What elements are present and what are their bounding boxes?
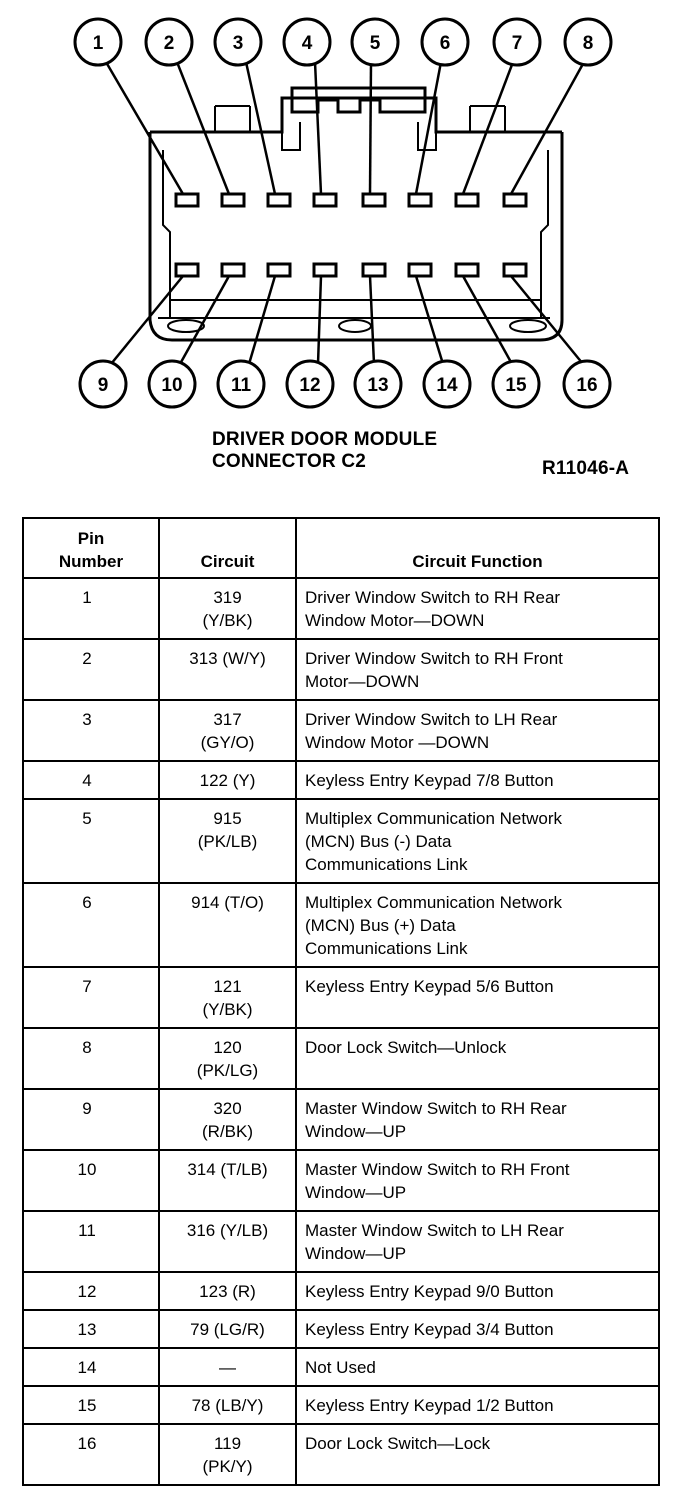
pin-callout-number: 4: [301, 33, 313, 54]
table-row: [23, 1211, 659, 1272]
pin-table: [22, 517, 660, 1486]
leader-line-5: [370, 62, 371, 194]
circuit-function-cell: Door Lock Switch—Lock: [296, 1424, 659, 1485]
table-row: [23, 1089, 659, 1150]
pin-callout-number: 8: [582, 33, 594, 54]
pin-number-cell: 3: [23, 700, 159, 761]
top-pin-4: [314, 194, 336, 206]
table-row: [23, 1424, 659, 1485]
leader-line-13: [370, 276, 374, 364]
pin-number-cell: 6: [23, 883, 159, 967]
top-pin-3: [268, 194, 290, 206]
pin-number-cell: 5: [23, 799, 159, 883]
leader-line-11: [249, 276, 275, 364]
circuit-function-header: Circuit Function: [296, 518, 659, 578]
leader-line-12: [318, 276, 321, 364]
diagram-caption: DRIVER DOOR MODULE CONNECTOR C2: [212, 429, 438, 472]
circuit-function-cell: Multiplex Communication Network (MCN) Bus (-) Data Communications Link: [296, 799, 659, 883]
bottom-pin-10: [222, 264, 244, 276]
circuit-function-cell: Driver Window Switch to RH Rear Window Motor—DOWN: [296, 578, 659, 639]
pin-number-cell: 14: [23, 1348, 159, 1386]
table-row: [23, 700, 659, 761]
table-header-row: [23, 518, 659, 578]
bottom-pin-11: [268, 264, 290, 276]
table-row: [23, 1310, 659, 1348]
leader-line-2: [177, 62, 229, 194]
pin-number-cell: 12: [23, 1272, 159, 1310]
table-row: [23, 639, 659, 700]
pin-callout-number: 2: [163, 33, 175, 54]
circuit-function-cell: Keyless Entry Keypad 1/2 Button: [296, 1386, 659, 1424]
connector-pins: [176, 194, 526, 276]
circuit-cell: 320 (R/BK): [159, 1089, 296, 1150]
table-row: [23, 1272, 659, 1310]
circuit-cell: 121 (Y/BK): [159, 967, 296, 1028]
pin-callout-number: 5: [369, 33, 381, 54]
table-row: [23, 761, 659, 799]
circuit-cell: 317 (GY/O): [159, 700, 296, 761]
circuit-function-cell: Door Lock Switch—Unlock: [296, 1028, 659, 1089]
table-row: [23, 1150, 659, 1211]
top-pin-6: [409, 194, 431, 206]
circuit-function-cell: Keyless Entry Keypad 9/0 Button: [296, 1272, 659, 1310]
circuit-cell: 314 (T/LB): [159, 1150, 296, 1211]
pin-number-cell: 7: [23, 967, 159, 1028]
pin-callout-number: 15: [505, 375, 527, 396]
pin-number-cell: 9: [23, 1089, 159, 1150]
leader-line-15: [463, 276, 512, 364]
circuit-function-cell: Master Window Switch to RH Front Window—UP: [296, 1150, 659, 1211]
connector-body: [150, 88, 562, 340]
pin-number-cell: 16: [23, 1424, 159, 1485]
pin-number-cell: 15: [23, 1386, 159, 1424]
pin-callout-number: 9: [97, 375, 109, 396]
circuit-function-cell: Driver Window Switch to RH Front Motor—DOWN: [296, 639, 659, 700]
table-row: [23, 578, 659, 639]
top-pin-8: [504, 194, 526, 206]
bottom-pin-16: [504, 264, 526, 276]
circuit-cell: 123 (R): [159, 1272, 296, 1310]
pin-number-cell: 10: [23, 1150, 159, 1211]
table-row: [23, 967, 659, 1028]
leader-line-1: [106, 62, 183, 194]
leader-line-4: [315, 62, 321, 194]
circuit-cell: —: [159, 1348, 296, 1386]
circuit-function-cell: Not Used: [296, 1348, 659, 1386]
table-row: [23, 799, 659, 883]
pin-number-cell: 4: [23, 761, 159, 799]
circuit-cell: 120 (PK/LG): [159, 1028, 296, 1089]
pin-callout-number: 10: [161, 375, 183, 396]
connector-diagram: [0, 0, 688, 500]
circuit-cell: 319 (Y/BK): [159, 578, 296, 639]
circuit-function-cell: Keyless Entry Keypad 7/8 Button: [296, 761, 659, 799]
circuit-cell: 122 (Y): [159, 761, 296, 799]
bottom-pin-13: [363, 264, 385, 276]
pin-number-cell: 11: [23, 1211, 159, 1272]
pin-callout-number: 14: [436, 375, 458, 396]
circuit-cell: 914 (T/O): [159, 883, 296, 967]
table-row: [23, 883, 659, 967]
pin-number-cell: 1: [23, 578, 159, 639]
pin-callout-number: 1: [92, 33, 104, 54]
circuit-function-cell: Keyless Entry Keypad 5/6 Button: [296, 967, 659, 1028]
bottom-pin-14: [409, 264, 431, 276]
circuit-function-cell: Keyless Entry Keypad 3/4 Button: [296, 1310, 659, 1348]
leader-line-14: [416, 276, 443, 364]
circuit-header: Circuit: [159, 518, 296, 578]
top-pin-7: [456, 194, 478, 206]
top-pin-5: [363, 194, 385, 206]
bottom-pin-9: [176, 264, 198, 276]
table-row: [23, 1386, 659, 1424]
top-pin-1: [176, 194, 198, 206]
pin-number-cell: 2: [23, 639, 159, 700]
table-row: [23, 1028, 659, 1089]
circuit-cell: 79 (LG/R): [159, 1310, 296, 1348]
circuit-function-cell: Master Window Switch to RH Rear Window—UP: [296, 1089, 659, 1150]
table-row: [23, 1348, 659, 1386]
circuit-cell: 316 (Y/LB): [159, 1211, 296, 1272]
pin-callout-number: 7: [511, 33, 523, 54]
circuit-function-cell: Master Window Switch to LH Rear Window—UP: [296, 1211, 659, 1272]
pin-callout-number: 11: [230, 375, 252, 396]
leader-line-9: [111, 276, 183, 364]
top-pin-2: [222, 194, 244, 206]
pin-callouts: [75, 19, 611, 407]
circuit-cell: 313 (W/Y): [159, 639, 296, 700]
bottom-pin-12: [314, 264, 336, 276]
bottom-pin-15: [456, 264, 478, 276]
figure-reference: R11046-A: [542, 458, 630, 479]
pin-callout-number: 12: [299, 375, 321, 396]
pin-callout-number: 6: [439, 33, 451, 54]
pin-callout-number: 3: [232, 33, 244, 54]
pin-number-header: Pin Number: [23, 518, 159, 578]
circuit-cell: 119 (PK/Y): [159, 1424, 296, 1485]
circuit-function-cell: Multiplex Communication Network (MCN) Bus (+) Data Communications Link: [296, 883, 659, 967]
circuit-cell: 915 (PK/LB): [159, 799, 296, 883]
pin-number-cell: 8: [23, 1028, 159, 1089]
pin-number-cell: 13: [23, 1310, 159, 1348]
circuit-function-cell: Driver Window Switch to LH Rear Window Motor —DOWN: [296, 700, 659, 761]
pin-callout-number: 13: [367, 375, 389, 396]
circuit-cell: 78 (LB/Y): [159, 1386, 296, 1424]
pin-callout-number: 16: [576, 375, 598, 396]
